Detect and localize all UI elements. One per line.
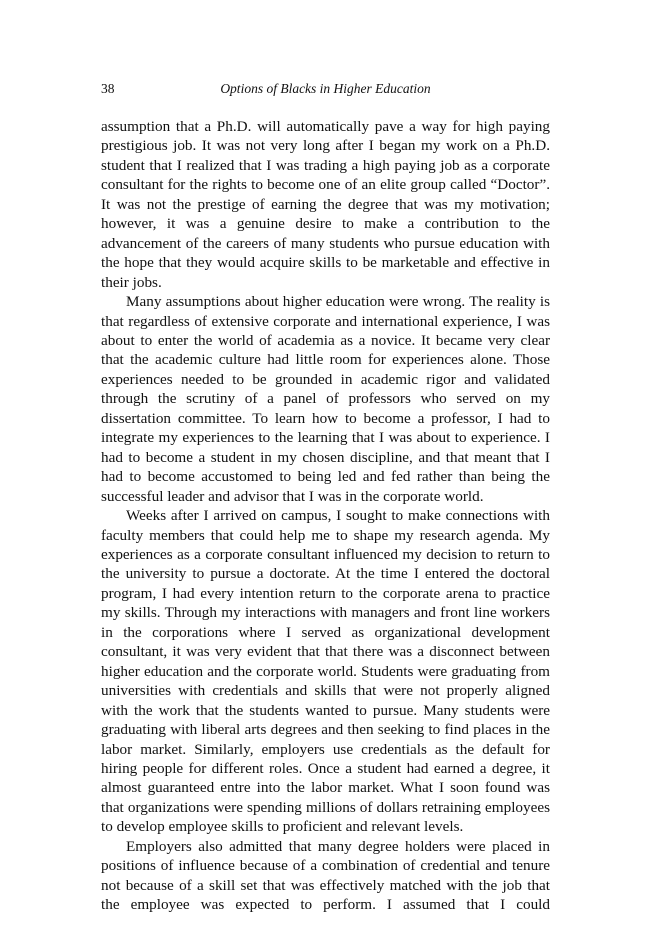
running-title: Options of Blacks in Higher Education <box>220 81 431 96</box>
paragraph: Employers also admitted that many degree holders were placed in positions of influence because of a combination of credential and tenure not because of a skill set that was effectively matched with the job that the employee was expected to perform. I assumed that I could <box>101 837 550 914</box>
paragraph: Weeks after I arrived on campus, I sought to make connections with faculty members that could help me to shape my research agenda. My experiences as a corporate consultant influenced my decision to return to the university to pursue a doctorate. At the time I entered the doctoral program, I had every intention return to the corporate arena to practice my skills. Through my interactions with managers and front line workers in the corporations where I served as organizational development consultant, it was very evident that that there was a disconnect between higher education and the corporate world. Students were graduating from universities with credentials and skills that were not properly aligned with the work that the students wanted to pursue. Many students were graduating with liberal arts degrees and then seeking to find places in the labor market. Similarly, employers use credentials as the default for hiring people for different roles. Once a student had earned a degree, it almost guaranteed entre into the labor market. What I soon found was that organizations were spending millions of dollars retraining employees to develop employee skills to proficient and relevant levels. <box>101 507 550 836</box>
body-text <box>101 117 550 915</box>
paragraph: Many assumptions about higher education were wrong. The reality is that regardless of extensive corporate and international experience, I was about to enter the world of academia as a novice. It became very clear that the academic culture had little room for experiences alone. Those experiences needed to be grounded in academic rigor and validated through the scrutiny of a panel of professors who served on my dissertation committee. To learn how to become a professor, I had to integrate my experiences to the learning that I was about to experience. I had to become a student in my chosen discipline, and that meant that I had to become accustomed to being led and fed rather than being the successful leader and advisor that I was in the corporate world. <box>101 293 550 505</box>
paragraph-continued: assumption that a Ph.D. will automatically pave a way for high paying prestigious job. It was not very long after I began my work on a Ph.D. student that I realized that I was trading a high paying job as a corporate consultant for the rights to become one of an elite group called “Doctor”. It was not the prestige of earning the degree that was my motivation; however, it was a genuine desire to make a contribution to the advancement of the careers of many students who pursue education with the hope that they would acquire skills to be marketable and effective in their jobs. <box>101 118 550 291</box>
page-header <box>101 81 550 101</box>
page-number: 38 <box>101 81 115 96</box>
